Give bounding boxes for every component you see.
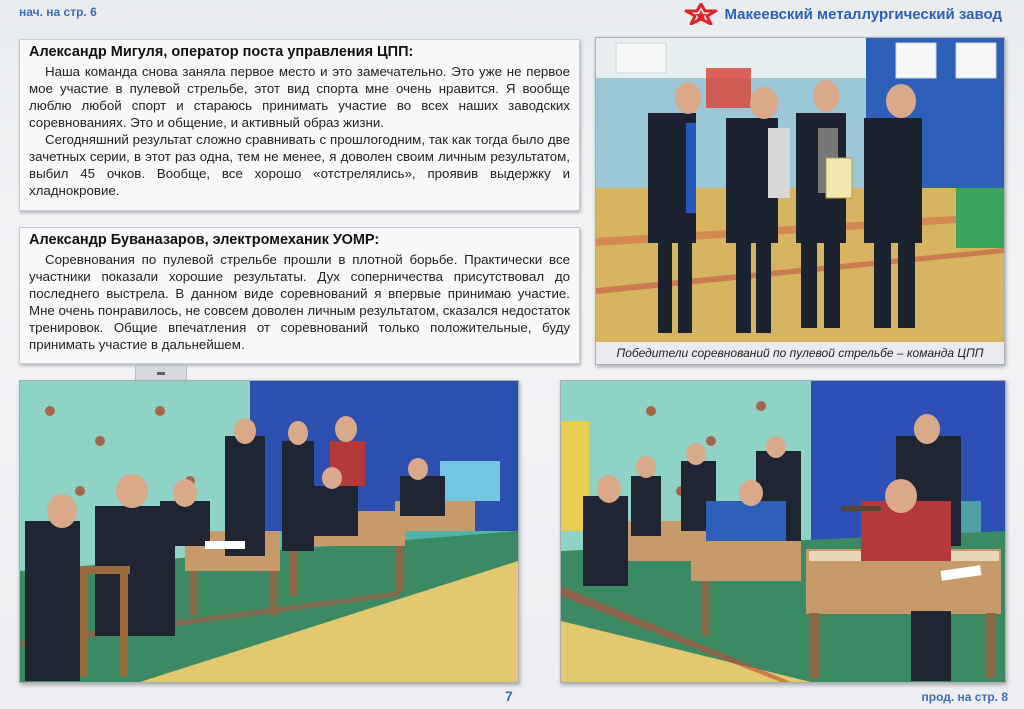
interview-paragraph: Соревнования по пулевой стрельбе прошли в плотной борьбе. Практически все участники показали хорошие результаты. Дух соперничества присутствовал до последнего выстрела. В данном виде соревнований я впервые принимаю участие. Мне очень понравилось, не совсем доволен личным результатом, сказался недостаток тренировок. Общие впечатления от соревнований только положительные, буду принимать участие в дальнейшем. bbox=[29, 252, 570, 352]
star-logo-icon bbox=[684, 3, 718, 25]
continued-on-label[interactable]: прод. на стр. 8 bbox=[921, 690, 1008, 704]
continued-from-label[interactable]: нач. на стр. 6 bbox=[19, 5, 97, 19]
interview-title: Александр Буваназаров, электромеханик УОМР: bbox=[29, 232, 380, 248]
scroll-handle-icon[interactable] bbox=[135, 365, 187, 381]
photo-caption: Победители соревнований по пулевой стрельбе – команда ЦПП bbox=[596, 342, 1004, 364]
winners-photo bbox=[595, 37, 1005, 365]
interview-paragraph: Сегодняшний результат сложно сравнивать с прошлогодним, так как тогда было две зачетных серии, в этот раз одна, тем не менее, я доволен своим личным результатом, выбил 45 очков. Вообще, все хорошо «отстрелялись», проявив выдержку и хладнокровие. bbox=[29, 132, 570, 198]
brand-name: Макеевский металлургический завод bbox=[724, 5, 1002, 23]
shooting-photo-left bbox=[19, 380, 519, 683]
interview-paragraph: Наша команда снова заняла первое место и это замечательно. Это уже не первое мое участие в пулевой стрельбе, этот вид спорта мне очень нравится. Я вообще люблю любой спорт и стараюсь принимать участие во всех наших заводских соревнованиях. Это и общение, и активный образ жизни. bbox=[29, 64, 570, 130]
page-number: 7 bbox=[505, 688, 513, 704]
shooting-photo-right bbox=[560, 380, 1006, 683]
brand bbox=[684, 2, 1002, 26]
interview-title: Александр Мигуля, оператор поста управления ЦПП: bbox=[29, 44, 414, 60]
interview-box-2 bbox=[19, 227, 580, 364]
interview-box-1 bbox=[19, 39, 580, 211]
